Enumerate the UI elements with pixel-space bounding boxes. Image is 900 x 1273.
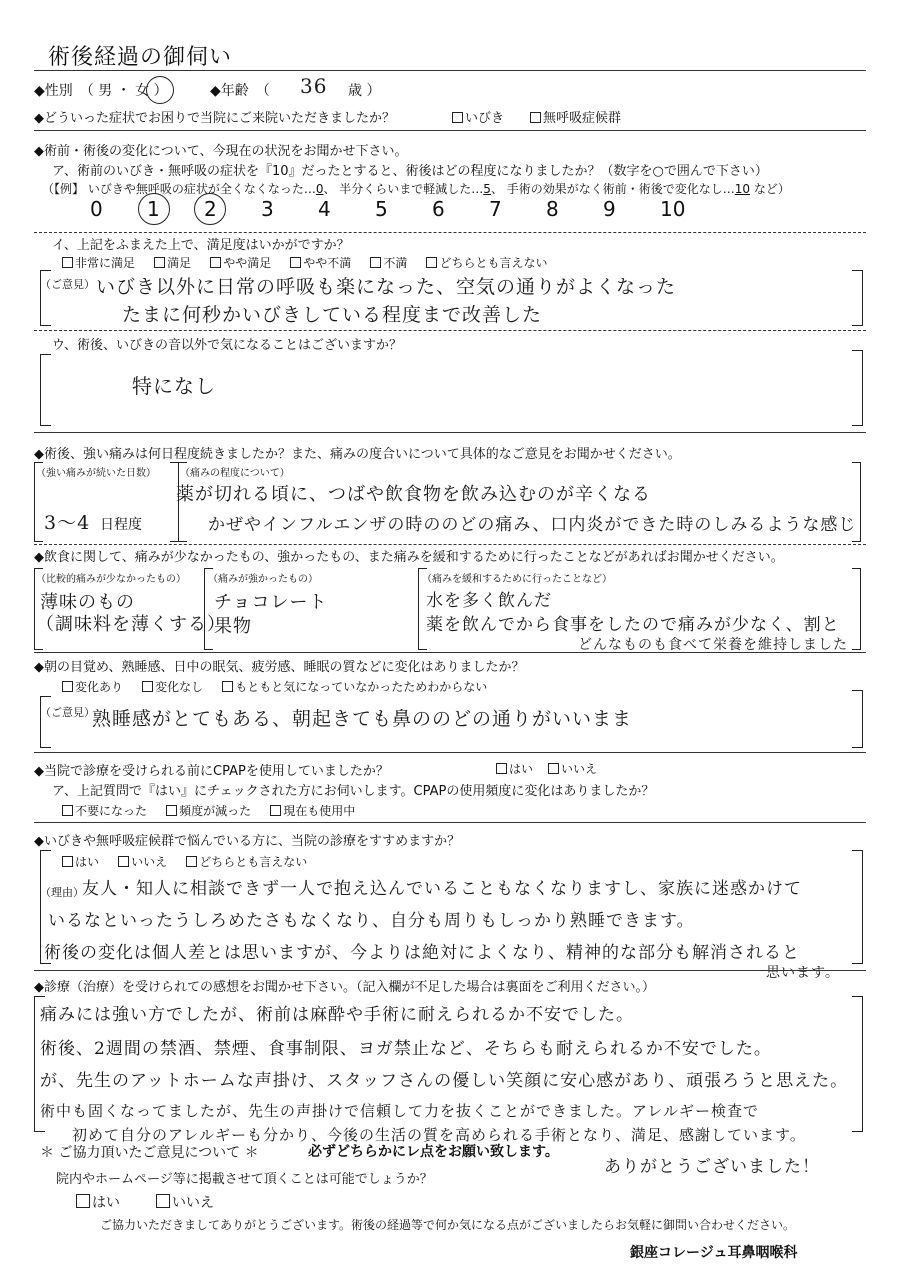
scale-8[interactable]: 8 <box>546 197 559 221</box>
divider <box>34 970 866 971</box>
pain-days-label: （強い痛みが続いた日数） <box>36 468 156 479</box>
cpap-option-unneeded[interactable]: 不要になった <box>62 804 147 818</box>
divider <box>34 752 866 753</box>
food-less-2: （調味料を薄くする） <box>36 614 226 635</box>
food-relief-1: 水を多く飲んだ <box>426 591 552 611</box>
morning-options <box>62 678 487 695</box>
satisfaction-comment-2: たまに何秒かいびきしている程度まで改善した <box>122 304 543 326</box>
checkbox-icon <box>426 257 437 268</box>
scale-10[interactable]: 10 <box>660 197 686 221</box>
cpap-sub-question: ア、上記質問で『はい』にチェックされた方にお伺いします。CPAPの使用頻度に変化はありましたか？ <box>52 784 655 799</box>
checkbox-icon <box>222 681 233 692</box>
impression-question: ◆診療（治療）を受けられての感想をお聞かせ下さい。（記入欄が不足した場合は裏面をご利用ください。） <box>34 980 655 995</box>
food-strong-2: 果物 <box>214 616 252 637</box>
checked-box-icon <box>452 112 463 123</box>
sat-option-somewhat[interactable]: やや満足 <box>210 256 271 270</box>
cpap-options <box>62 802 355 819</box>
bracket-right <box>852 690 863 748</box>
checked-box-icon <box>548 763 559 774</box>
impression-line-4: 術中も固くなってましたが、先生の声掛けで信頼して力を抜くことができました。アレルギー検査で <box>40 1102 760 1120</box>
pain-comment-2: かぜやインフルエンザの時ののどの痛み、口内炎ができた時のしみるような感じ <box>208 515 857 535</box>
checked-box-icon <box>62 856 73 867</box>
thanks-text: ご協力いただきましてありがとうございます。術後の経過等で何か気になる点がございましたらお気軽に御問い合わせください。 <box>100 1218 796 1232</box>
page-title: 術後経過の御伺い <box>48 45 233 70</box>
recommend-comment-4: 思います。 <box>766 965 840 981</box>
change-question: ◆術前・術後の変化について、今現在の状況をお聞かせ下さい。 <box>34 144 408 159</box>
checkbox-icon <box>166 805 177 816</box>
cooperation-yes[interactable]: はい <box>76 1192 120 1212</box>
divider <box>34 822 866 823</box>
sat-option-dissatisfied[interactable]: 不満 <box>370 256 407 270</box>
gender-circle-mark <box>146 76 174 104</box>
pain-question: ◆術後、強い痛みは何日程度続きましたか？また、痛みの度合いについて具体的なご意見をお聞かせください。 <box>34 447 681 462</box>
cpap-yes[interactable]: はい <box>496 760 533 777</box>
scale-1[interactable]: 1 <box>147 197 160 221</box>
cpap-no[interactable]: いいえ <box>548 760 597 777</box>
cooperation-label: ＊ ご協力頂いたご意見について ＊ <box>40 1145 259 1161</box>
scale-circle-mark <box>194 193 226 225</box>
food-relief-2: 薬を飲んでから食事をしたので痛みが少なく、割と <box>426 615 840 635</box>
example-text: （【例】 いびきや無呼吸の症状が全くなくなった…0、 半分くらいまで軽減した…5、 手術の効果がなく術前・術後で変化なし…10 など） <box>42 182 790 196</box>
scale-4[interactable]: 4 <box>318 197 331 221</box>
cooperation-question: 院内やホームページ等に掲載させて頂くことは可能でしょうか？ <box>56 1172 433 1187</box>
impression-line-1: 痛みには強い方でしたが、術前は麻酔や手術に耐えられるか不安でした。 <box>40 1005 634 1025</box>
checkbox-icon <box>118 856 129 867</box>
cooperation-instruction: 必ずどちらかにレ点をお願い致します。 <box>308 1144 559 1160</box>
divider <box>34 432 866 433</box>
satisfaction-comment-1: いびき以外に日常の呼吸も楽になった、空気の通りがよくなった <box>96 276 677 298</box>
age-unit: 歳 ） <box>348 83 381 99</box>
sat-option-very[interactable]: 非常に満足 <box>62 256 135 270</box>
checked-box-icon <box>76 1194 90 1208</box>
checkbox-icon <box>156 1194 170 1208</box>
food-relief-3: どんなものも食べて栄養を維持しました <box>578 637 848 653</box>
opinion-label: （ご意見） <box>40 706 95 719</box>
opinion-label: （ご意見） <box>40 278 95 291</box>
food-relief-label: （痛みを緩和するために行ったことなど） <box>422 574 612 585</box>
checkbox-icon <box>530 112 541 123</box>
pain-days-unit: 日程度 <box>100 517 142 533</box>
scale-7[interactable]: 7 <box>489 197 502 221</box>
recommend-comment-2: いるなといったうしろめたさもなくなり、自分も周りもしっかり熟睡できます。 <box>48 911 695 931</box>
checkbox-icon <box>186 856 197 867</box>
morning-comment: 熟睡感がとてもある、朝起きても鼻ののどの通りがいいまま <box>92 708 633 730</box>
scale-3[interactable]: 3 <box>261 197 274 221</box>
scale-5[interactable]: 5 <box>375 197 388 221</box>
pain-comment-1: 薬が切れる頃に、つばや飲食物を飲み込むのが辛くなる <box>176 484 651 505</box>
clinic-name: 銀座コレージュ耳鼻咽喉科 <box>630 1245 798 1261</box>
cpap-option-still[interactable]: 現在も使用中 <box>270 804 355 818</box>
pain-days-value: 3〜4 <box>44 512 91 534</box>
checked-box-icon <box>62 681 73 692</box>
food-strong-label: （痛みが強かったもの） <box>208 574 318 585</box>
scale-9[interactable]: 9 <box>603 197 616 221</box>
food-question: ◆飲食に関して、痛みが少なかったもの、強かったもの、また痛みを緩和するために行ったことなどがあればお聞かせください。 <box>34 550 784 565</box>
cpap-question: ◆当院で診療を受けられる前にCPAPを使用していましたか？ <box>34 764 389 779</box>
gender-question: ◆性別 （ 男 ・ 女 ） <box>34 83 168 99</box>
scale-2[interactable]: 2 <box>204 197 217 221</box>
recommend-options <box>62 853 307 870</box>
checkbox-icon <box>210 257 221 268</box>
impression-line-6: ありがとうございました！ <box>604 1157 820 1177</box>
cooperation-no[interactable]: いいえ <box>156 1192 214 1212</box>
question-u: ウ、術後、いびきの音以外で気になることはございますか？ <box>52 338 402 353</box>
bracket-right <box>852 270 863 326</box>
cpap-option-reduced[interactable]: 頻度が減った <box>166 804 251 818</box>
age-label: ◆年齢 （ <box>210 83 270 99</box>
reason-label: （理由） <box>40 886 84 899</box>
food-less-1: 薄味のもの <box>40 592 135 613</box>
sat-option-satisfied[interactable]: 満足 <box>154 256 191 270</box>
food-less-label: （比較的痛みが少なかったもの） <box>36 574 186 585</box>
bracket-right <box>852 850 863 964</box>
pain-degree-label: （痛みの程度について） <box>180 468 290 479</box>
symptom-question: ◆どういった症状でお困りで当院にご来院いただきましたか？ <box>34 111 395 126</box>
question-a: ア、術前のいびき・無呼吸の症状を『10』だったとすると、術後はどの程度になりましたか？（数字を○で囲んで下さい） <box>52 164 768 179</box>
option-snore[interactable]: いびき <box>452 107 504 126</box>
u-answer: 特になし <box>132 374 216 398</box>
scale-numbers <box>90 197 717 221</box>
divider <box>34 130 866 131</box>
sat-option-somewhat-dis[interactable]: やや不満 <box>290 256 351 270</box>
scale-circle-mark <box>138 193 170 225</box>
scale-6[interactable]: 6 <box>432 197 445 221</box>
recommend-comment-3: 術後の変化は個人差とは思いますが、今よりは絶対によくなり、精神的な部分も解消されると <box>44 943 800 963</box>
food-strong-1: チョコレート <box>214 592 328 613</box>
bracket-right <box>852 568 861 650</box>
checkbox-icon <box>290 257 301 268</box>
age-value: 36 <box>300 74 328 98</box>
rec-option-yes[interactable]: はい <box>62 855 99 869</box>
bracket-left <box>40 354 51 426</box>
rec-option-neither[interactable]: どちらとも言えない <box>186 855 307 869</box>
checkbox-icon <box>154 257 165 268</box>
checkbox-icon <box>142 681 153 692</box>
satisfaction-options <box>62 254 547 271</box>
checked-box-icon <box>62 257 73 268</box>
sat-option-neither[interactable]: どちらとも言えない <box>426 256 547 270</box>
bracket-right <box>852 996 863 1132</box>
rec-option-no[interactable]: いいえ <box>118 855 167 869</box>
divider <box>34 330 866 331</box>
recommend-comment-1: 友人・知人に相談できず一人で抱え込んでいることもなくなりますし、家族に迷惑かけて <box>82 879 802 899</box>
title-rule <box>34 70 866 71</box>
morning-option-unknown[interactable]: もともと気になっていなかったためわからない <box>222 680 487 694</box>
scale-0[interactable]: 0 <box>90 197 103 221</box>
checkbox-icon <box>370 257 381 268</box>
impression-line-3: が、先生のアットホームな声掛け、スタッフさんの優しい笑顔に安心感があり、頑張ろうと思えた。 <box>40 1071 849 1091</box>
impression-line-5: 初めて自分のアレルギーも分かり、今後の生活の質を高められる手術となり、満足、感謝しています。 <box>72 1126 806 1144</box>
divider <box>34 232 866 233</box>
bracket-right <box>852 350 863 426</box>
recommend-question: ◆いびきや無呼吸症候群で悩んでいる方に、当院の診療をすすめますか？ <box>34 834 461 849</box>
morning-question: ◆朝の目覚め、熟睡感、日中の眠気、疲労感、睡眠の質などに変化はありましたか？ <box>34 660 525 675</box>
question-i: イ、上記をふまえた上で、満足度はいかがですか？ <box>52 238 350 253</box>
checkbox-icon <box>62 805 73 816</box>
morning-option-nochange[interactable]: 変化なし <box>142 680 203 694</box>
divider <box>34 544 866 545</box>
option-apnea[interactable]: 無呼吸症候群 <box>530 107 621 126</box>
impression-line-2: 術後、2週間の禁酒、禁煙、食事制限、ヨガ禁止など、そちらも耐えられるか不安でした。 <box>40 1039 772 1059</box>
divider <box>34 652 866 653</box>
checkbox-icon <box>270 805 281 816</box>
morning-option-changed[interactable]: 変化あり <box>62 680 123 694</box>
checkbox-icon <box>496 763 507 774</box>
